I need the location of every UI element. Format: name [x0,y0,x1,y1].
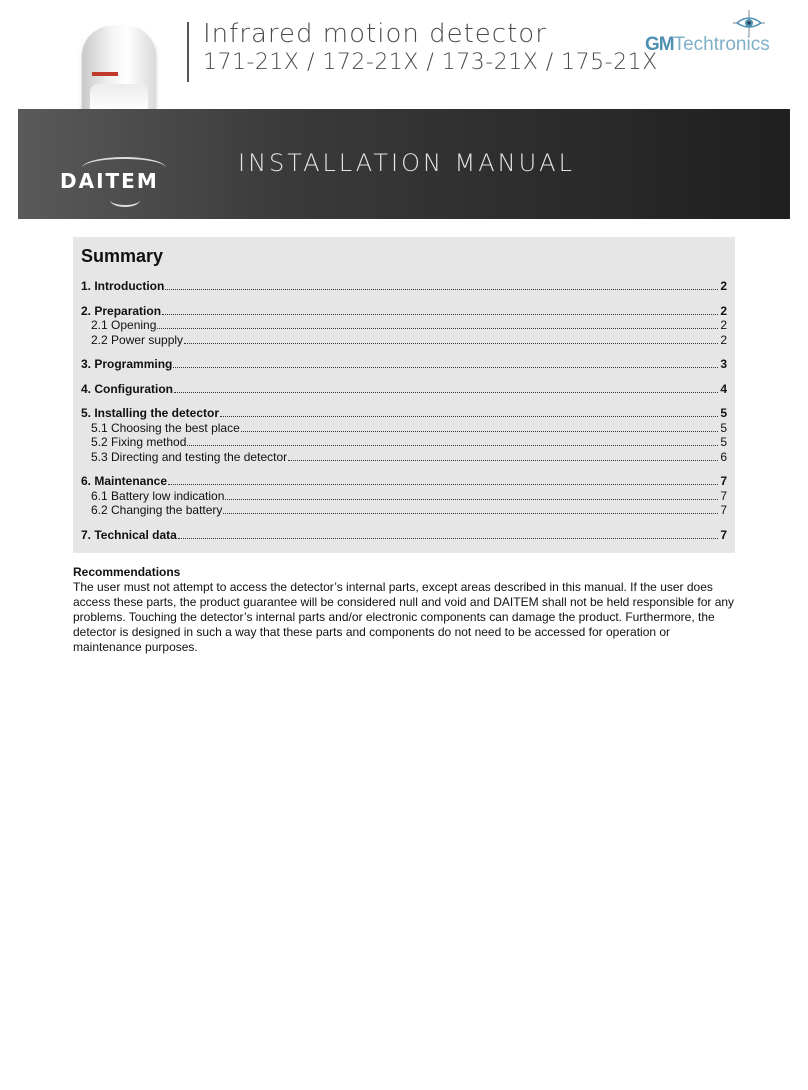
toc-leader-dots [174,392,718,393]
toc-subentry[interactable] [81,503,727,518]
toc-entry[interactable] [81,474,727,489]
toc-entry-label: 6.1 Battery low indication [91,488,225,503]
toc-entry[interactable] [81,357,727,372]
toc-leader-dots [162,314,718,315]
toc-entry[interactable] [81,304,727,319]
toc-section [81,406,727,464]
recommendations-section [73,565,737,655]
toc-page-number: 5 [720,406,727,420]
toc-entry-label: 5.2 Fixing method [91,435,187,449]
product-title: Infrared motion detector [203,19,547,49]
daitem-logo-arc-bottom [110,193,140,207]
brand-rest: Techtronics [673,34,770,55]
toc-section [81,382,727,397]
toc-subentry[interactable] [81,489,727,504]
toc-entry[interactable] [81,382,727,397]
toc-entry-label: 6.2 Changing the battery [91,503,223,517]
gm-techtronics-logo [645,10,775,58]
toc-leader-dots [187,445,718,446]
summary-box [73,237,735,553]
toc-entry-label: 5. Installing the detector [81,406,220,420]
toc-leader-dots [165,289,718,290]
detector-red-stripe [92,72,118,76]
toc-entry-label: 5.1 Choosing the best place [91,420,240,435]
toc-entry-label: 2.2 Power supply [91,332,184,347]
toc-entry[interactable] [81,528,727,543]
brand-name [645,34,770,56]
brand-gm: GM [645,34,674,55]
toc-entry-label: 2. Preparation [81,303,162,318]
toc-leader-dots [168,484,718,485]
toc-entry-label: 2.1 Opening [91,318,157,332]
toc-leader-dots [241,431,719,432]
toc-leader-dots [220,416,718,417]
toc-leader-dots [223,513,718,514]
toc-page-number: 7 [720,527,727,542]
eye-icon [729,10,769,36]
toc-page-number: 7 [720,474,727,488]
toc-page-number: 2 [720,303,727,318]
toc-page-number: 2 [720,332,727,347]
recommendations-text: The user must not attempt to access the detector’s internal parts, except areas described in this manual. If the user does access these parts, the product guarantee will be considered null and void and DAITEM shall not be held responsible for any problems. Touching the detector’s internal parts and/or electronic components can damage the product. Furthermore, the detector is designed in such a way that these parts and components do not need to be accessed for operation or maintenance purposes. [73,580,735,654]
toc-section [81,304,727,348]
toc-entry-label: 5.3 Directing and testing the detector [91,449,288,464]
toc-subentry[interactable] [81,421,727,436]
toc-entry-label: 3. Programming [81,357,173,371]
toc-subentry[interactable] [81,333,727,348]
toc-entry[interactable] [81,279,727,294]
toc-entry-label: 6. Maintenance [81,474,168,488]
toc-leader-dots [225,499,718,500]
recommendations-title: Recommendations [73,565,181,579]
toc-leader-dots [184,343,718,344]
product-models: 171-21X / 172-21X / 173-21X / 175-21X [203,50,658,75]
daitem-logo: DAITEM [60,169,159,193]
toc-page-number: 2 [720,279,727,293]
toc-page-number: 3 [720,357,727,371]
toc-page-number: 7 [720,488,727,503]
toc-leader-dots [173,367,718,368]
toc-page-number: 5 [720,435,727,449]
toc-subentry[interactable] [81,450,727,465]
toc-page-number: 4 [720,381,727,396]
toc-entry-label: 7. Technical data [81,527,177,542]
title-block [187,19,658,82]
installation-manual-heading: INSTALLATION MANUAL [238,149,575,177]
toc-subentry[interactable] [81,435,727,450]
toc-entry-label: 1. Introduction [81,279,165,293]
toc-entry[interactable] [81,406,727,421]
toc-section [81,357,727,372]
table-of-contents [81,279,727,542]
toc-subentry[interactable] [81,318,727,333]
toc-leader-dots [157,328,718,329]
summary-title: Summary [81,246,164,266]
toc-page-number: 7 [720,503,727,517]
toc-section [81,474,727,518]
toc-leader-dots [288,460,718,461]
toc-leader-dots [178,538,719,539]
toc-page-number: 2 [720,318,727,332]
toc-section [81,528,727,543]
toc-section [81,279,727,294]
toc-page-number: 5 [720,420,727,435]
banner [18,109,790,219]
toc-page-number: 6 [720,449,727,464]
toc-entry-label: 4. Configuration [81,381,173,396]
